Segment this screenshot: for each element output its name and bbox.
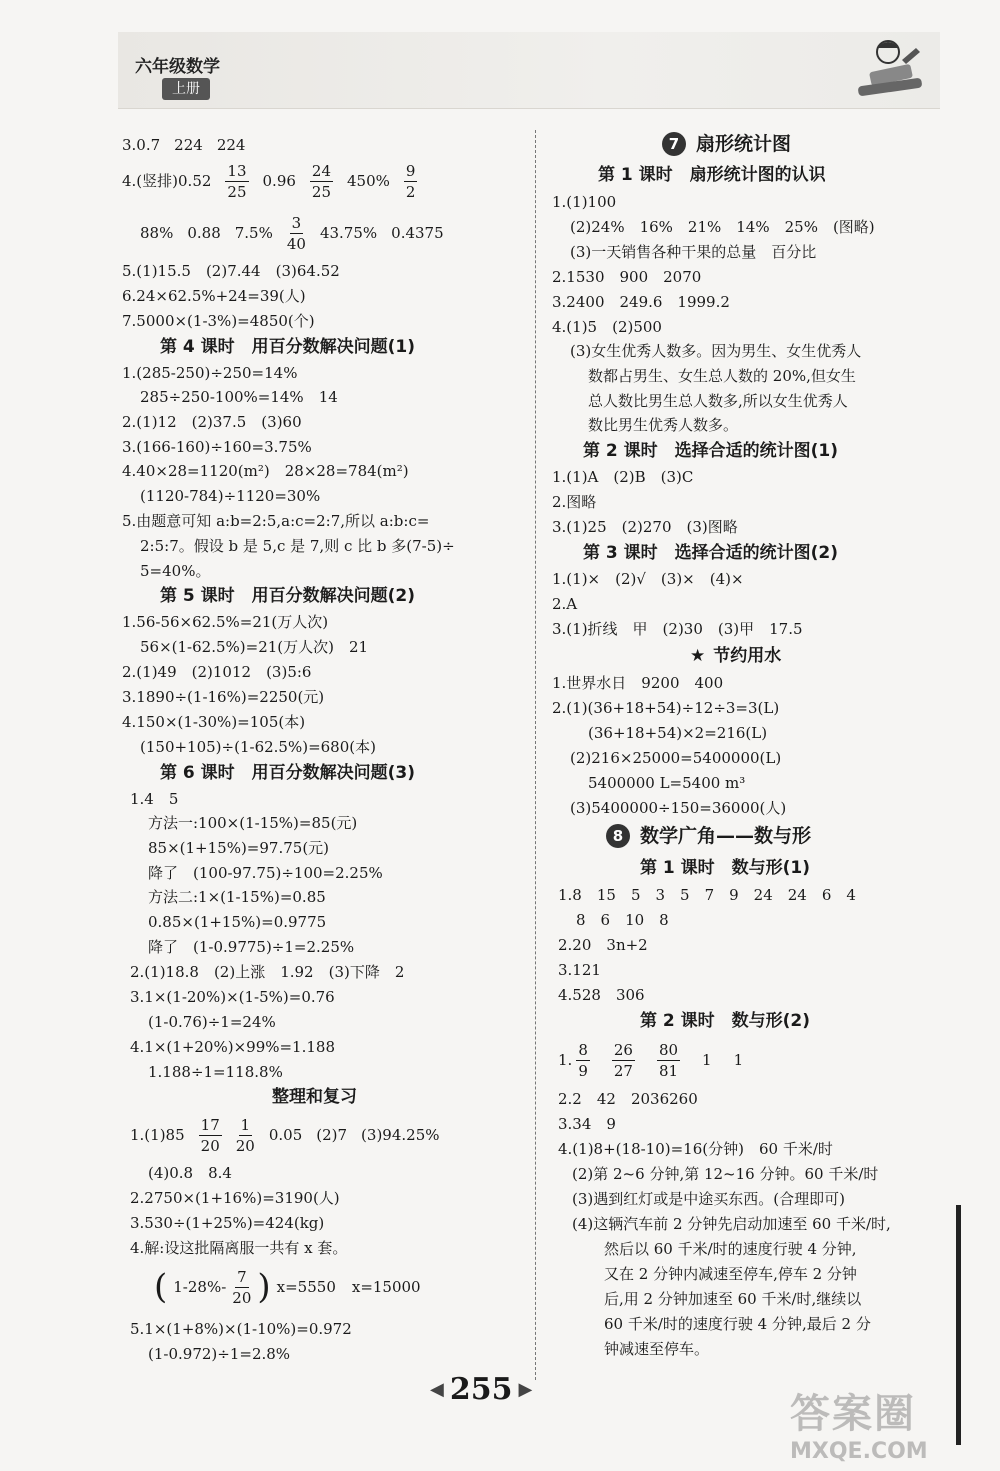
answer-line: 4.(竖排)0.52 $\frac{13}{25}$ 0.96 $\frac{24}{25}$ 450% $\frac{9}{2}$ xyxy=(122,161,416,201)
answer-line: 2.1530 900 2070 xyxy=(552,268,702,286)
answer-line: 4.(1)8+(18-10)=16(分钟) 60 千米/时 xyxy=(558,1140,833,1158)
answer-line: (1120-784)÷1120=30% xyxy=(140,487,321,505)
answer-line: 1. $\frac{8}{9}$ $\frac{26}{27}$ $\frac{80}{81}$ 1 1 xyxy=(558,1040,744,1080)
answer-line: 2.20 3n+2 xyxy=(558,936,648,954)
answer-line: 3.(1)折线 甲 (2)30 (3)甲 17.5 xyxy=(552,620,803,638)
watermark: 答案圈 MXQE.COM xyxy=(790,1391,928,1464)
answer-line: (3)一天销售各种干果的总量 百分比 xyxy=(570,243,817,261)
lesson-heading: 第 2 课时 数与形(2) xyxy=(640,1011,811,1031)
answer-line: (1-0.76)÷1=24% xyxy=(148,1013,276,1031)
answer-line: (2)24% 16% 21% 14% 25% (图略) xyxy=(570,218,875,236)
answer-line: 5.(1)15.5 (2)7.44 (3)64.52 xyxy=(122,262,340,280)
lesson-heading: 第 2 课时 选择合适的统计图(1) xyxy=(583,441,839,461)
answer-line: 方法二:1×(1-15%)=0.85 xyxy=(148,888,326,906)
answer-line: 3.2400 249.6 1999.2 xyxy=(552,293,730,311)
answer-line: (2)216×25000=5400000(L) xyxy=(570,749,782,767)
answer-line: 2.(1)18.8 (2)上涨 1.92 (3)下降 2 xyxy=(130,963,405,981)
answer-line: (3)遇到红灯或是中途买东西。(合理即可) xyxy=(572,1190,845,1208)
reading-child-illustration xyxy=(850,34,930,104)
answer-line: 7.5000×(1-3%)=4850(个) xyxy=(122,312,315,330)
lesson-heading: 第 1 课时 扇形统计图的认识 xyxy=(598,165,826,185)
lesson-heading: 第 3 课时 选择合适的统计图(2) xyxy=(583,543,839,563)
answer-line: 总人数比男生总人数多,所以女生优秀人 xyxy=(588,392,848,410)
fraction: $\frac{13}{25}$ xyxy=(227,161,247,201)
answer-line: 2.(1)49 (2)1012 (3)5:6 xyxy=(122,663,312,681)
answer-line: 4.(1)5 (2)500 xyxy=(552,318,662,336)
lesson-heading: 第 4 课时 用百分数解决问题(1) xyxy=(160,337,416,357)
answer-line: 钟减速至停车。 xyxy=(604,1340,710,1358)
fraction: $\frac{3}{40}$ xyxy=(286,213,306,253)
fraction: $\frac{7}{20}$ xyxy=(232,1267,252,1307)
answer-line: 60 千米/时的速度行驶 4 分钟,最后 2 分 xyxy=(604,1315,871,1333)
answer-line: 5.由题意可知 a:b=2:5,a:c=2:7,所以 a:b:c= xyxy=(122,512,430,530)
answer-line: 2.(1)(36+18+54)÷12÷3=3(L) xyxy=(552,699,780,717)
answer-line: (1-0.972)÷1=2.8% xyxy=(148,1345,291,1363)
lesson-heading: 第 5 课时 用百分数解决问题(2) xyxy=(160,586,416,606)
fraction: $\frac{9}{2}$ xyxy=(405,161,416,201)
answer-line: ( 1-28%- $\frac{7}{20}$ ) x=5550 x=15000 xyxy=(154,1267,421,1307)
chapter-heading: 8 数学广角——数与形 xyxy=(606,824,811,848)
answer-line: 2:5:7。假设 b 是 5,c 是 7,则 c 比 b 多(7-5)÷ xyxy=(140,537,455,555)
answer-line: 3.530÷(1+25%)=424(kg) xyxy=(130,1214,325,1232)
answer-line: (2)第 2~6 分钟,第 12~16 分钟。60 千米/时 xyxy=(572,1165,879,1183)
section-heading: 整理和复习 xyxy=(272,1087,357,1107)
answer-line: (36+18+54)×2=216(L) xyxy=(588,724,768,742)
answer-line: 3.0.7 224 224 xyxy=(122,136,246,154)
answer-line: 56×(1-62.5%)=21(万人次) 21 xyxy=(140,638,369,656)
answer-line: 3.1×(1-20%)×(1-5%)=0.76 xyxy=(130,988,335,1006)
answer-line: (3)5400000÷150=36000(人) xyxy=(570,799,787,817)
answer-line: 85×(1+15%)=97.75(元) xyxy=(148,839,330,857)
answer-line: 1.56-56×62.5%=21(万人次) xyxy=(122,613,329,631)
answer-line: 1.(1)100 xyxy=(552,193,617,211)
section-heading: ★ 节约用水 xyxy=(690,646,782,666)
answer-line: 3.34 9 xyxy=(558,1115,616,1133)
lesson-heading: 第 1 课时 数与形(1) xyxy=(640,858,811,878)
book-title: 六年级数学 xyxy=(135,57,220,77)
answer-line: 2.图略 xyxy=(552,493,597,511)
answer-line: 3.121 xyxy=(558,961,601,979)
answer-line: 又在 2 分钟内减速至停车,停车 2 分钟 xyxy=(604,1265,857,1283)
answer-line: 3.(166-160)÷160=3.75% xyxy=(122,438,312,456)
answer-line: 1.(1)A (2)B (3)C xyxy=(552,468,694,486)
star-icon: ★ xyxy=(690,646,706,666)
answer-line: (150+105)÷(1-62.5%)=680(本) xyxy=(140,738,376,756)
answer-line: 降了 (100-97.75)÷100=2.25% xyxy=(148,864,383,882)
fraction: $\frac{1}{20}$ xyxy=(235,1115,255,1155)
answer-line: 285÷250-100%=14% 14 xyxy=(140,388,338,406)
answer-line: 1.(1)85 $\frac{17}{20}$ $\frac{1}{20}$ 0.05 (2)7 (3)94.25% xyxy=(130,1115,440,1155)
column-divider xyxy=(535,130,536,1380)
answer-line: (4)这辆汽车前 2 分钟先启动加速至 60 千米/时, xyxy=(572,1215,891,1233)
chapter-number-badge: 8 xyxy=(606,824,630,848)
answer-line: 2.(1)12 (2)37.5 (3)60 xyxy=(122,413,302,431)
answer-line: 5=40%。 xyxy=(140,562,211,580)
answer-line: 然后以 60 千米/时的速度行驶 4 分钟, xyxy=(604,1240,857,1258)
answer-line: 4.解:设这批隔离服一共有 x 套。 xyxy=(130,1239,348,1257)
answer-line: 数都占男生、女生总人数的 20%,但女生 xyxy=(588,367,856,385)
answer-line: 后,用 2 分钟加速至 60 千米/时,继续以 xyxy=(604,1290,862,1308)
left-triangle-icon: ◀ xyxy=(430,1379,444,1400)
fraction: $\frac{8}{9}$ xyxy=(578,1040,588,1080)
fraction: $\frac{80}{81}$ xyxy=(658,1040,679,1080)
answer-line: 数比男生优秀人数多。 xyxy=(588,416,739,434)
answer-line: 3.1890÷(1-16%)=2250(元) xyxy=(122,688,325,706)
page-number: ◀ 255 ▶ xyxy=(430,1372,533,1407)
chapter-heading: 7 扇形统计图 xyxy=(662,132,791,156)
answer-line: 2.A xyxy=(552,595,578,613)
answer-line: 1.世界水日 9200 400 xyxy=(552,674,724,692)
answer-line: 1.(285-250)÷250=14% xyxy=(122,364,298,382)
answer-line: 3.(1)25 (2)270 (3)图略 xyxy=(552,518,738,536)
right-triangle-icon: ▶ xyxy=(518,1379,533,1400)
answer-line: 8 6 10 8 xyxy=(576,911,669,929)
fraction: $\frac{17}{20}$ xyxy=(200,1115,220,1155)
answer-line: 4.1×(1+20%)×99%=1.188 xyxy=(130,1038,335,1056)
answer-line: (3)女生优秀人数多。因为男生、女生优秀人 xyxy=(570,342,862,360)
fraction: $\frac{24}{25}$ xyxy=(311,161,332,201)
answer-line: 5.1×(1+8%)×(1-10%)=0.972 xyxy=(130,1320,352,1338)
answer-line: 2.2750×(1+16%)=3190(人) xyxy=(130,1189,340,1207)
answer-line: 1.4 5 xyxy=(130,790,179,808)
answer-line: 4.528 306 xyxy=(558,986,645,1004)
answer-line: 1.188÷1=118.8% xyxy=(148,1063,283,1081)
fraction: $\frac{26}{27}$ xyxy=(613,1040,633,1080)
answer-line: 降了 (1-0.9775)÷1=2.25% xyxy=(148,938,355,956)
answer-line: 2.2 42 2036260 xyxy=(558,1090,698,1108)
answer-line: 方法一:100×(1-15%)=85(元) xyxy=(148,814,358,832)
answer-line: 1.8 15 5 3 5 7 9 24 24 6 4 xyxy=(558,886,856,904)
chapter-number-badge: 7 xyxy=(662,132,686,156)
lesson-heading: 第 6 课时 用百分数解决问题(3) xyxy=(160,763,416,783)
page-header xyxy=(118,32,940,109)
answer-line: 1.(1)× (2)√ (3)× (4)× xyxy=(552,570,744,588)
answer-line: 4.40×28=1120(m²) 28×28=784(m²) xyxy=(122,462,409,480)
volume-badge: 上册 xyxy=(162,78,210,100)
answer-line: 5400000 L=5400 m³ xyxy=(588,774,746,792)
answer-line: 6.24×62.5%+24=39(人) xyxy=(122,287,306,305)
answer-line: 0.85×(1+15%)=0.9775 xyxy=(148,913,327,931)
answer-line: 88% 0.88 7.5% $\frac{3}{40}$ 43.75% 0.4375 xyxy=(140,213,444,253)
answer-line: (4)0.8 8.4 xyxy=(148,1164,232,1182)
answer-line: 4.150×(1-30%)=105(本) xyxy=(122,713,306,731)
